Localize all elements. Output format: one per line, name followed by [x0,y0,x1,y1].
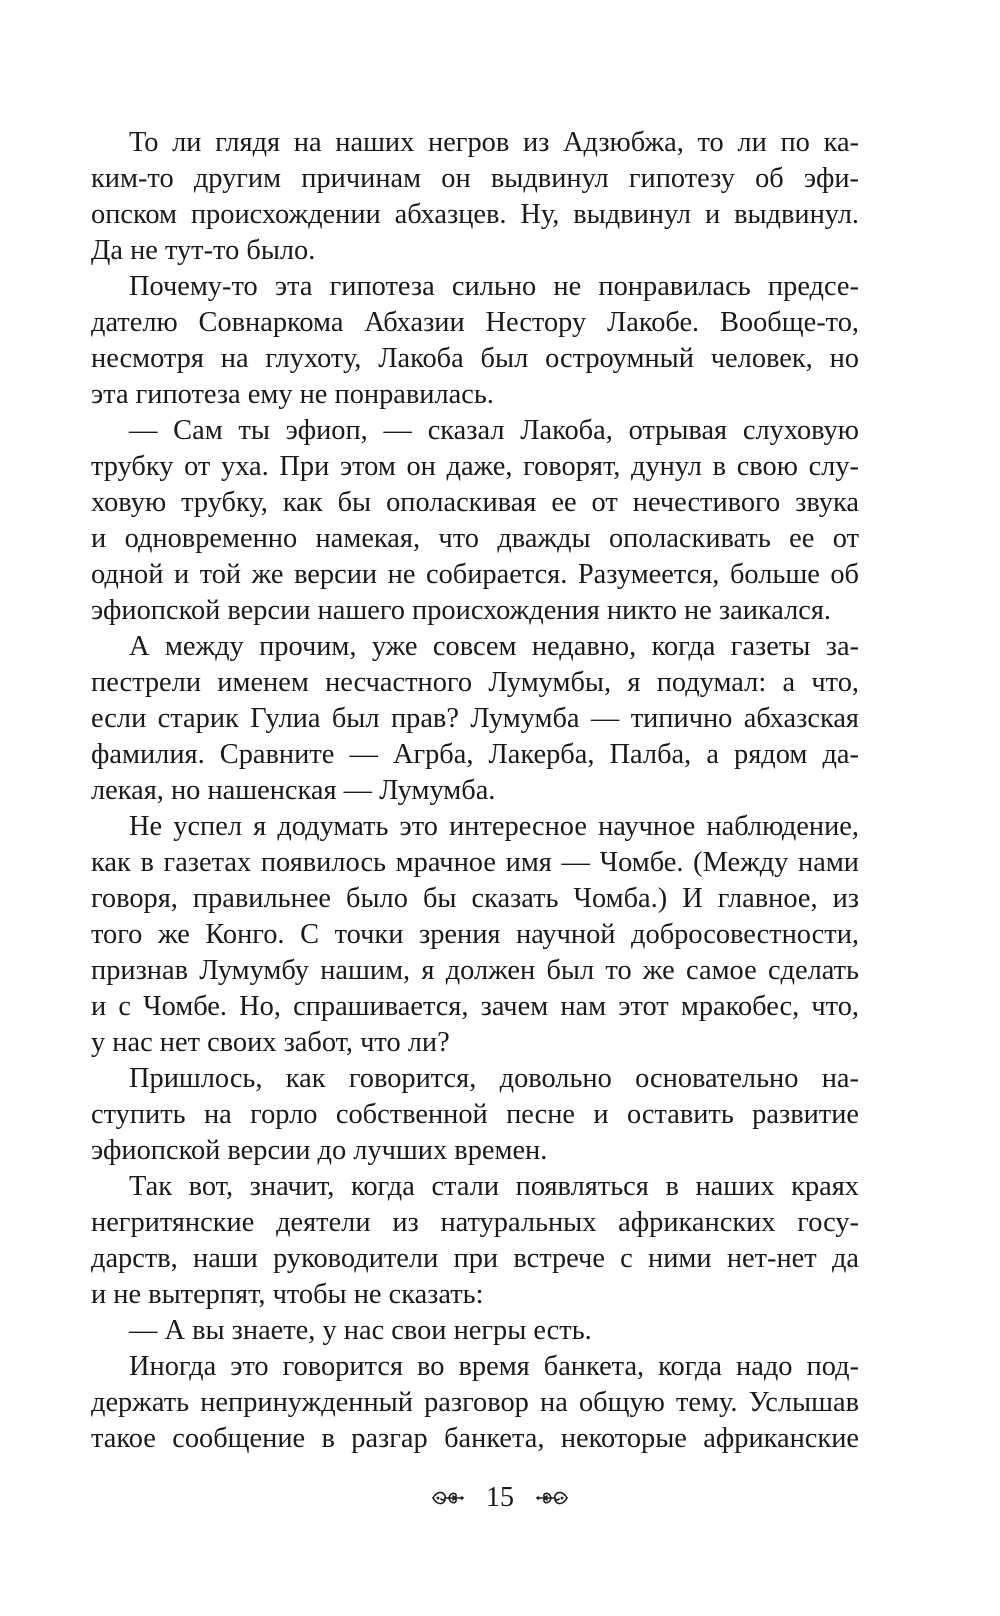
text-line: говоря, правильнее было бы сказать Чомба.) И главное, из [91,883,859,914]
paragraph [91,1349,859,1457]
paragraph [91,1169,859,1313]
floral-ornament-icon [431,1487,465,1509]
text-line: То ли глядя на наших негров из Адзюбжа, то ли по ка- [129,127,859,158]
text-line: Так вот, значит, когда стали появляться в наших краях [129,1171,859,1202]
paragraph [91,269,859,413]
text-line: Да не тут-то было. [91,235,316,266]
text-line: Пришлось, как говорится, довольно основательно на- [129,1063,859,1094]
text-line: А между прочим, уже совсем недавно, когда газеты за- [129,631,859,662]
text-line: эфиопской версии нашего происхождения никто не заикался. [91,595,832,626]
floral-ornament-icon [535,1487,569,1509]
text-line: Почему-то эта гипотеза сильно не понравилась предсе- [129,271,859,302]
text-line: держать непринужденный разговор на общую тему. Услышав [91,1387,859,1418]
text-line: несмотря на глухоту, Лакоба был остроумный человек, но [91,343,859,374]
text-line: трубку от уха. При этом он даже, говорят, дунул в свою слу- [91,451,859,482]
text-line: — А вы знаете, у нас свои негры есть. [129,1315,592,1346]
text-line: — Сам ты эфиоп, — сказал Лакоба, отрывая слуховую [129,415,859,446]
text-line: признав Лумумбу нашим, я должен был то же самое сделать [91,955,859,986]
text-line: ховую трубку, как бы ополаскивая ее от нечестивого звука [91,487,859,518]
text-line: такое сообщение в разгар банкета, некоторые африканские [91,1423,859,1454]
text-line: и одновременно намекая, что дважды ополаскивать ее от [91,523,859,554]
paragraph [91,809,859,1061]
text-line: как в газетах появилось мрачное имя — Чомбе. (Между нами [91,847,859,878]
body-text [91,125,859,1457]
text-line: эта гипотеза ему не понравилась. [91,379,494,410]
paragraph [91,629,859,809]
paragraph [91,413,859,629]
text-line: если старик Гулиа был прав? Лумумба — типично абхазская [91,703,859,734]
text-line: лекая, но нашенская — Лумумба. [91,775,496,806]
text-line: пестрели именем несчастного Лумумбы, я подумал: а что, [91,667,859,698]
text-line: одной и той же версии не собирается. Разумеется, больше об [91,559,859,590]
text-line: дателю Совнаркома Абхазии Нестору Лакобе. Вообще-то, [91,307,859,338]
text-line: эфиопской версии до лучших времен. [91,1135,548,1166]
text-line: негритянские деятели из натуральных африканских госу- [91,1207,859,1238]
text-line: и не вытерпят, чтобы не сказать: [91,1279,484,1310]
text-line: Не успел я додумать это интересное научное наблюдение, [129,811,859,842]
page-number: 15 [486,1481,514,1513]
text-line: опском происхождении абхазцев. Ну, выдвинул и выдвинул. [91,199,859,230]
paragraph [91,1313,859,1349]
text-line: у нас нет своих забот, что ли? [91,1027,450,1058]
text-line: Иногда это говорится во время банкета, когда надо под- [129,1351,859,1382]
page-footer [0,1478,1000,1516]
text-line: ступить на горло собственной песне и оставить развитие [91,1099,859,1130]
text-line: и с Чомбе. Но, спрашивается, зачем нам этот мракобес, что, [91,991,859,1022]
text-line: дарств, наши руководители при встрече с ними нет-нет да [91,1243,859,1274]
paragraph [91,125,859,269]
text-line: фамилия. Сравните — Агрба, Лакерба, Палба, а рядом да- [91,739,859,770]
text-line: того же Конго. С точки зрения научной добросовестности, [91,919,859,950]
text-line: ким-то другим причинам он выдвинул гипотезу об эфи- [91,163,859,194]
paragraph [91,1061,859,1169]
